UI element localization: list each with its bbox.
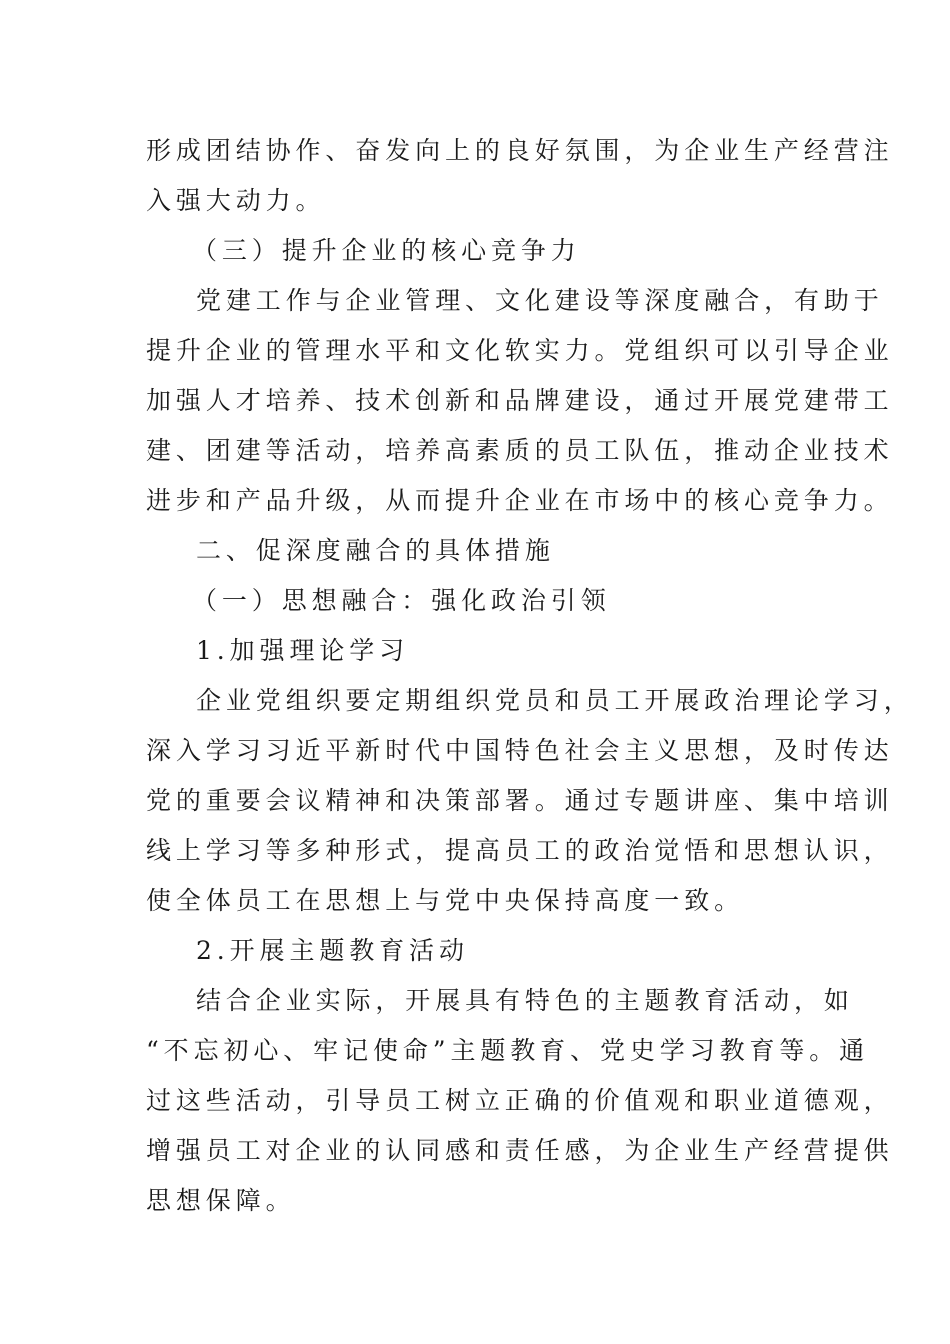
body-text-line: 过这些活动，引导员工树立正确的价值观和职业道德观， <box>146 1086 894 1115</box>
paragraph-first-line: 党建工作与企业管理、文化建设等深度融合，有助于 <box>196 286 884 315</box>
subheading: （一）思想融合：强化政治引领 <box>192 586 611 615</box>
body-text-line: 思想保障。 <box>146 1186 296 1215</box>
body-text-line: 形成团结协作、奋发向上的良好氛围，为企业生产经营注 <box>146 136 894 165</box>
paragraph-first-line: 结合企业实际，开展具有特色的主题教育活动，如 <box>196 986 854 1015</box>
body-text-line: 深入学习习近平新时代中国特色社会主义思想，及时传达 <box>146 736 894 765</box>
body-text-line: 进步和产品升级，从而提升企业在市场中的核心竞争力。 <box>146 486 894 515</box>
body-text-line: 加强人才培养、技术创新和品牌建设，通过开展党建带工 <box>146 386 894 415</box>
subheading: （三）提升企业的核心竞争力 <box>192 236 581 265</box>
body-text-line: 提升企业的管理水平和文化软实力。党组织可以引导企业 <box>146 336 894 365</box>
paragraph-first-line: 企业党组织要定期组织党员和员工开展政治理论学习， <box>196 686 914 715</box>
body-text-line: 党的重要会议精神和决策部署。通过专题讲座、集中培训 <box>146 786 894 815</box>
body-text-line: 入强大动力。 <box>146 186 326 215</box>
numbered-heading: 2.开展主题教育活动 <box>196 936 469 965</box>
body-text-line: 使全体员工在思想上与党中央保持高度一致。 <box>146 886 745 915</box>
body-text-line: 线上学习等多种形式，提高员工的政治觉悟和思想认识， <box>146 836 894 865</box>
body-text-line: 建、团建等活动，培养高素质的员工队伍，推动企业技术 <box>146 436 894 465</box>
body-text-line: “不忘初心、牢记使命”主题教育、党史学习教育等。通 <box>146 1036 870 1065</box>
body-text-line: 增强员工对企业的认同感和责任感，为企业生产经营提供 <box>146 1136 894 1165</box>
section-heading: 二、促深度融合的具体措施 <box>196 536 555 565</box>
numbered-heading: 1.加强理论学习 <box>196 636 410 665</box>
